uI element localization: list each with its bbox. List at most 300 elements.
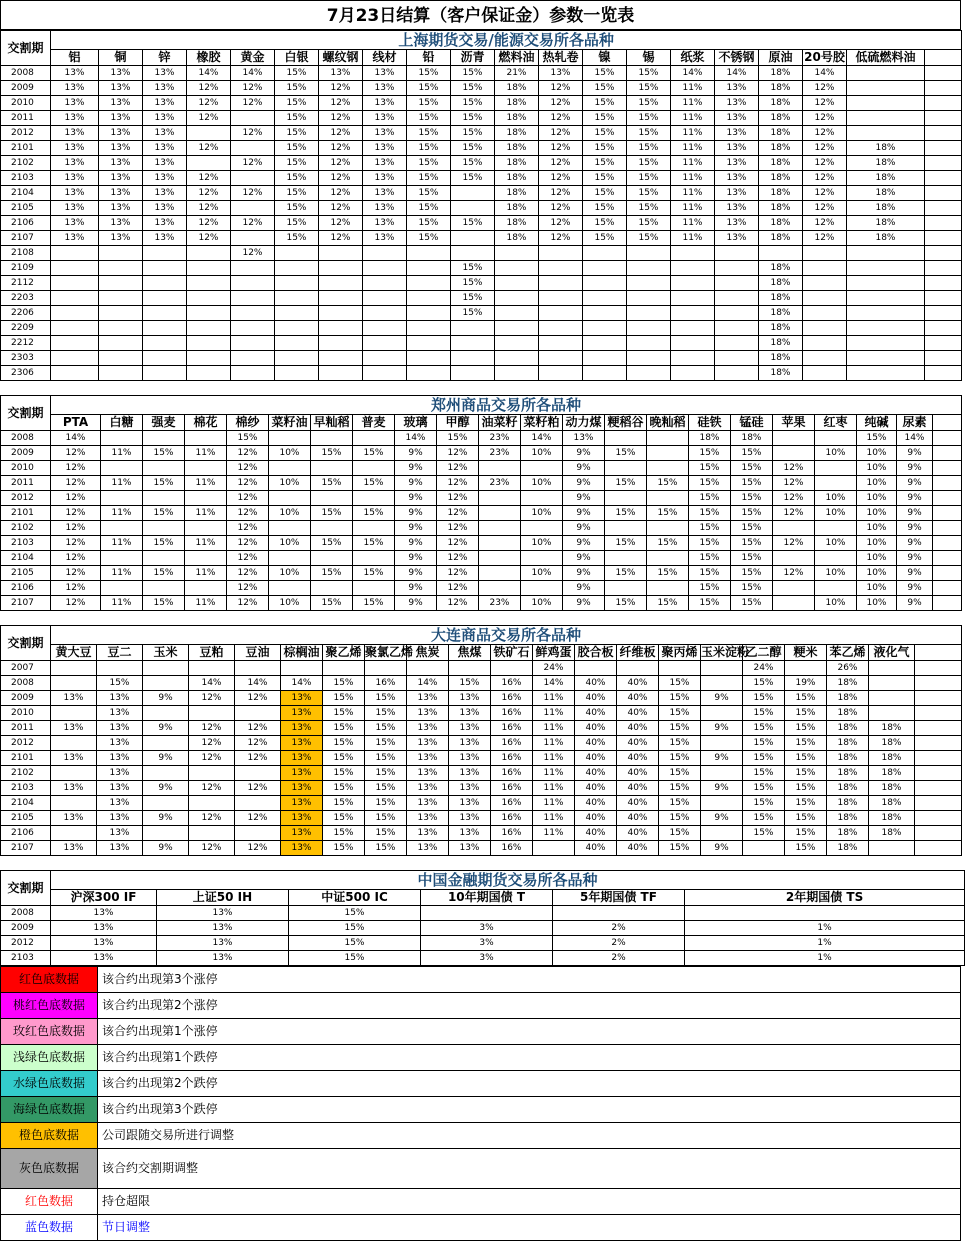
blank-cell: [925, 276, 962, 291]
margin-cell: 15%: [583, 126, 627, 141]
margin-cell: [143, 261, 187, 276]
margin-cell: [785, 661, 827, 676]
blank-cell: [933, 506, 962, 521]
margin-cell: 13%: [715, 231, 759, 246]
margin-cell: [539, 351, 583, 366]
margin-cell: [495, 276, 539, 291]
margin-cell: 12%: [231, 186, 275, 201]
table-row: [1, 141, 962, 156]
period-cell: 2103: [1, 781, 51, 796]
table-row: [1, 81, 962, 96]
margin-cell: 40%: [617, 736, 659, 751]
margin-cell: [187, 336, 231, 351]
legend-row: [1, 1045, 961, 1071]
margin-cell: 13%: [97, 826, 143, 841]
margin-cell: 15%: [365, 766, 407, 781]
margin-cell: 13%: [51, 231, 99, 246]
margin-cell: [701, 766, 743, 781]
margin-cell: 15%: [275, 201, 319, 216]
margin-cell: [185, 491, 227, 506]
margin-cell: 15%: [451, 306, 495, 321]
margin-cell: 10%: [857, 491, 897, 506]
margin-cell: 12%: [437, 476, 479, 491]
margin-cell: [319, 336, 363, 351]
period-cell: 2012: [1, 491, 51, 506]
margin-cell: 15%: [275, 141, 319, 156]
margin-cell: 9%: [897, 521, 933, 536]
margin-cell: [869, 676, 915, 691]
margin-cell: [51, 796, 97, 811]
blank-cell: [915, 781, 962, 796]
margin-cell: 13%: [715, 96, 759, 111]
margin-cell: 13%: [97, 721, 143, 736]
margin-cell: 13%: [281, 781, 323, 796]
margin-cell: [275, 366, 319, 381]
margin-cell: [189, 826, 235, 841]
margin-cell: [353, 521, 395, 536]
margin-cell: 15%: [275, 111, 319, 126]
margin-cell: [647, 551, 689, 566]
margin-cell: 15%: [627, 126, 671, 141]
margin-cell: [143, 461, 185, 476]
table-row: [1, 691, 962, 706]
margin-cell: 10%: [521, 446, 563, 461]
margin-cell: 13%: [143, 186, 187, 201]
margin-cell: 15%: [731, 566, 773, 581]
blank-cell: [925, 231, 962, 246]
margin-cell: 14%: [231, 66, 275, 81]
margin-cell: 15%: [275, 186, 319, 201]
margin-cell: 13%: [449, 751, 491, 766]
margin-cell: [51, 766, 97, 781]
margin-cell: 15%: [323, 766, 365, 781]
margin-cell: 18%: [759, 171, 803, 186]
margin-cell: 9%: [701, 751, 743, 766]
period-cell: 2009: [1, 81, 51, 96]
margin-cell: 18%: [759, 366, 803, 381]
margin-cell: [353, 551, 395, 566]
column-header: 液化气: [869, 645, 915, 661]
margin-cell: [495, 321, 539, 336]
period-cell: 2107: [1, 231, 51, 246]
margin-cell: 15%: [451, 111, 495, 126]
margin-cell: 18%: [495, 201, 539, 216]
margin-cell: 15%: [311, 506, 353, 521]
margin-cell: 15%: [743, 781, 785, 796]
margin-cell: 15%: [323, 796, 365, 811]
margin-cell: 13%: [715, 156, 759, 171]
margin-cell: 12%: [319, 156, 363, 171]
margin-cell: 18%: [847, 231, 925, 246]
table-row: [1, 186, 962, 201]
period-cell: 2101: [1, 141, 51, 156]
margin-cell: 15%: [323, 736, 365, 751]
margin-cell: 12%: [803, 81, 847, 96]
margin-cell: [627, 306, 671, 321]
period-cell: 2010: [1, 461, 51, 476]
margin-cell: 15%: [605, 476, 647, 491]
margin-cell: 40%: [575, 721, 617, 736]
margin-cell: [231, 201, 275, 216]
margin-cell: [231, 366, 275, 381]
margin-cell: 3%: [421, 921, 553, 936]
margin-cell: 10%: [815, 566, 857, 581]
table-row: [1, 596, 962, 611]
margin-cell: 9%: [395, 581, 437, 596]
margin-cell: [583, 276, 627, 291]
margin-cell: 40%: [617, 811, 659, 826]
margin-cell: 12%: [235, 691, 281, 706]
margin-cell: [231, 291, 275, 306]
margin-cell: 9%: [395, 446, 437, 461]
margin-cell: [235, 661, 281, 676]
margin-cell: 13%: [363, 81, 407, 96]
margin-cell: 12%: [539, 186, 583, 201]
period-cell: 2107: [1, 596, 51, 611]
margin-cell: 12%: [773, 491, 815, 506]
margin-cell: 15%: [689, 536, 731, 551]
column-header: 普麦: [353, 415, 395, 431]
margin-cell: 18%: [759, 111, 803, 126]
margin-cell: 12%: [187, 171, 231, 186]
margin-cell: 12%: [773, 536, 815, 551]
table-row: [1, 171, 962, 186]
margin-cell: [715, 351, 759, 366]
column-header: PTA: [51, 415, 101, 431]
margin-cell: 13%: [715, 111, 759, 126]
margin-cell: 9%: [563, 521, 605, 536]
margin-cell: 13%: [281, 766, 323, 781]
margin-cell: [99, 306, 143, 321]
margin-cell: [51, 261, 99, 276]
margin-cell: 15%: [689, 551, 731, 566]
margin-cell: 16%: [491, 691, 533, 706]
margin-cell: 18%: [495, 81, 539, 96]
column-header: 10年期国债 T: [421, 890, 553, 906]
margin-cell: [773, 446, 815, 461]
table-row: [1, 506, 962, 521]
column-header: 玉米淀粉: [701, 645, 750, 659]
blank-cell: [925, 291, 962, 306]
margin-cell: [521, 551, 563, 566]
blank-cell: [933, 566, 962, 581]
column-header: 铝: [51, 50, 99, 66]
column-header: 鲜鸡蛋: [533, 645, 575, 661]
margin-cell: 13%: [51, 156, 99, 171]
margin-cell: 15%: [583, 66, 627, 81]
margin-cell: [51, 676, 97, 691]
margin-cell: 13%: [51, 691, 97, 706]
margin-cell: 14%: [533, 676, 575, 691]
margin-cell: 13%: [51, 936, 157, 951]
margin-cell: [281, 661, 323, 676]
margin-cell: [815, 476, 857, 491]
table-row: [1, 536, 962, 551]
margin-cell: [539, 366, 583, 381]
margin-cell: [715, 261, 759, 276]
margin-cell: 12%: [227, 581, 269, 596]
column-header-blank: [925, 50, 962, 66]
margin-cell: 12%: [539, 171, 583, 186]
margin-cell: [583, 261, 627, 276]
margin-cell: 15%: [451, 171, 495, 186]
margin-cell: 13%: [143, 81, 187, 96]
margin-cell: 15%: [311, 536, 353, 551]
margin-cell: 15%: [689, 506, 731, 521]
margin-cell: 15%: [143, 446, 185, 461]
margin-cell: 12%: [803, 216, 847, 231]
blank-cell: [933, 521, 962, 536]
margin-cell: [617, 661, 659, 676]
margin-cell: 11%: [671, 201, 715, 216]
margin-cell: [715, 276, 759, 291]
blank-cell: [925, 306, 962, 321]
margin-cell: 15%: [289, 921, 421, 936]
margin-cell: [495, 306, 539, 321]
margin-cell: [479, 521, 521, 536]
margin-cell: 13%: [363, 231, 407, 246]
margin-cell: 12%: [803, 111, 847, 126]
margin-cell: [99, 366, 143, 381]
margin-cell: [231, 336, 275, 351]
margin-cell: [231, 231, 275, 246]
margin-cell: 15%: [323, 676, 365, 691]
margin-cell: 13%: [715, 81, 759, 96]
table-row: [1, 431, 962, 446]
margin-cell: 13%: [143, 156, 187, 171]
column-header: 棉花: [185, 415, 227, 431]
margin-cell: 13%: [157, 951, 289, 966]
margin-cell: [101, 491, 143, 506]
margin-cell: [539, 291, 583, 306]
margin-cell: [647, 521, 689, 536]
margin-cell: 18%: [495, 141, 539, 156]
margin-cell: [363, 291, 407, 306]
margin-cell: 12%: [319, 96, 363, 111]
margin-cell: 9%: [897, 536, 933, 551]
margin-cell: [187, 261, 231, 276]
column-header: 锡: [627, 50, 671, 66]
margin-cell: [143, 291, 187, 306]
margin-cell: 15%: [407, 186, 451, 201]
margin-cell: 15%: [583, 96, 627, 111]
margin-cell: 18%: [827, 721, 869, 736]
margin-cell: 16%: [491, 751, 533, 766]
blank-cell: [915, 691, 962, 706]
margin-cell: 18%: [827, 796, 869, 811]
period-cell: 2009: [1, 446, 51, 461]
margin-cell: 11%: [101, 596, 143, 611]
column-header: 白银: [275, 50, 319, 66]
margin-cell: 13%: [281, 811, 323, 826]
margin-cell: 13%: [157, 921, 289, 936]
blank-cell: [933, 551, 962, 566]
table-row: [1, 476, 962, 491]
margin-cell: 9%: [897, 566, 933, 581]
margin-cell: 12%: [51, 581, 101, 596]
legend-swatch: 浅绿色底数据: [1, 1045, 98, 1071]
column-header: 锰硅: [731, 415, 773, 431]
margin-cell: [143, 521, 185, 536]
margin-cell: 12%: [437, 566, 479, 581]
blank-cell: [915, 766, 962, 781]
column-header: 2年期国债 TS: [685, 890, 965, 906]
margin-cell: [231, 321, 275, 336]
margin-cell: 15%: [659, 841, 701, 856]
column-header: 铁矿石: [491, 645, 533, 661]
period-cell: 2206: [1, 306, 51, 321]
margin-cell: 19%: [785, 676, 827, 691]
margin-cell: 12%: [437, 596, 479, 611]
margin-cell: 11%: [185, 566, 227, 581]
margin-cell: 12%: [437, 551, 479, 566]
margin-cell: 15%: [605, 596, 647, 611]
margin-cell: 10%: [815, 596, 857, 611]
margin-cell: [773, 431, 815, 446]
margin-cell: 15%: [407, 96, 451, 111]
margin-cell: 12%: [51, 521, 101, 536]
margin-cell: 15%: [353, 536, 395, 551]
legend-row: [1, 1071, 961, 1097]
margin-cell: [101, 521, 143, 536]
margin-cell: [583, 336, 627, 351]
margin-cell: 15%: [785, 781, 827, 796]
margin-cell: 15%: [583, 141, 627, 156]
blank-cell: [933, 446, 962, 461]
margin-cell: [847, 246, 925, 261]
margin-cell: 13%: [407, 841, 449, 856]
margin-cell: 12%: [51, 491, 101, 506]
legend-description: 该合约出现第3个涨停: [98, 967, 961, 993]
margin-cell: 12%: [803, 231, 847, 246]
margin-cell: 18%: [759, 231, 803, 246]
margin-cell: 11%: [533, 766, 575, 781]
margin-cell: 15%: [323, 826, 365, 841]
margin-cell: [479, 566, 521, 581]
table-row: [1, 661, 962, 676]
margin-cell: 18%: [731, 431, 773, 446]
margin-cell: 9%: [701, 721, 743, 736]
legend-description: 该合约出现第1个跌停: [98, 1045, 961, 1071]
margin-cell: [773, 521, 815, 536]
margin-cell: 18%: [689, 431, 731, 446]
margin-cell: 15%: [311, 596, 353, 611]
margin-cell: [647, 446, 689, 461]
margin-cell: 12%: [227, 536, 269, 551]
margin-cell: 13%: [449, 736, 491, 751]
margin-cell: 9%: [563, 566, 605, 581]
delivery-period-header: 交割期: [1, 396, 51, 431]
column-header: 5年期国债 TF: [553, 890, 685, 906]
table-row: [1, 921, 965, 936]
margin-cell: [715, 291, 759, 306]
margin-cell: 15%: [743, 811, 785, 826]
margin-cell: 12%: [539, 201, 583, 216]
column-header: 焦煤: [449, 645, 491, 661]
margin-cell: 11%: [671, 111, 715, 126]
margin-cell: 13%: [449, 796, 491, 811]
margin-cell: 13%: [449, 781, 491, 796]
margin-cell: [451, 321, 495, 336]
margin-cell: 9%: [897, 506, 933, 521]
margin-cell: [583, 291, 627, 306]
table-row: [1, 841, 962, 856]
blank-cell: [933, 596, 962, 611]
margin-cell: 15%: [451, 291, 495, 306]
margin-cell: 18%: [759, 96, 803, 111]
table-row: [1, 811, 962, 826]
margin-cell: 26%: [827, 661, 869, 676]
margin-cell: 40%: [575, 811, 617, 826]
margin-cell: 13%: [51, 906, 157, 921]
margin-cell: 14%: [51, 431, 101, 446]
legend-row: [1, 993, 961, 1019]
margin-cell: 15%: [407, 141, 451, 156]
margin-cell: [319, 276, 363, 291]
margin-cell: 15%: [143, 566, 185, 581]
margin-cell: 15%: [583, 201, 627, 216]
margin-cell: 16%: [491, 721, 533, 736]
margin-cell: [51, 246, 99, 261]
margin-cell: 18%: [827, 781, 869, 796]
margin-cell: 12%: [803, 171, 847, 186]
margin-cell: 13%: [143, 171, 187, 186]
margin-cell: 15%: [323, 721, 365, 736]
margin-cell: 40%: [575, 766, 617, 781]
margin-cell: 18%: [759, 81, 803, 96]
margin-cell: [647, 461, 689, 476]
margin-cell: [275, 261, 319, 276]
margin-cell: 13%: [319, 66, 363, 81]
margin-cell: 12%: [227, 476, 269, 491]
exchange-table-4: [0, 870, 965, 966]
period-cell: 2008: [1, 66, 51, 81]
blank-cell: [933, 581, 962, 596]
margin-cell: [847, 261, 925, 276]
margin-cell: [275, 336, 319, 351]
margin-cell: 16%: [365, 676, 407, 691]
margin-cell: 12%: [51, 476, 101, 491]
margin-cell: 9%: [897, 461, 933, 476]
margin-cell: 13%: [99, 201, 143, 216]
margin-cell: 15%: [785, 751, 827, 766]
margin-cell: 11%: [671, 231, 715, 246]
table-row: [1, 126, 962, 141]
margin-cell: 12%: [319, 141, 363, 156]
period-cell: 2008: [1, 431, 51, 446]
period-cell: 2101: [1, 506, 51, 521]
margin-cell: [671, 291, 715, 306]
margin-cell: [235, 706, 281, 721]
margin-cell: 15%: [647, 506, 689, 521]
period-cell: 2103: [1, 951, 51, 966]
margin-cell: 12%: [235, 721, 281, 736]
column-header: 铅: [407, 50, 451, 66]
margin-cell: 11%: [671, 96, 715, 111]
margin-cell: [847, 126, 925, 141]
margin-cell: [773, 596, 815, 611]
legend-row: [1, 1149, 961, 1189]
margin-cell: 15%: [437, 431, 479, 446]
column-header: 胶合板: [575, 645, 617, 661]
margin-cell: 15%: [353, 476, 395, 491]
table-row: [1, 321, 962, 336]
margin-cell: 12%: [227, 461, 269, 476]
period-cell: 2105: [1, 566, 51, 581]
margin-cell: [701, 706, 743, 721]
blank-cell: [933, 491, 962, 506]
margin-cell: 12%: [539, 111, 583, 126]
